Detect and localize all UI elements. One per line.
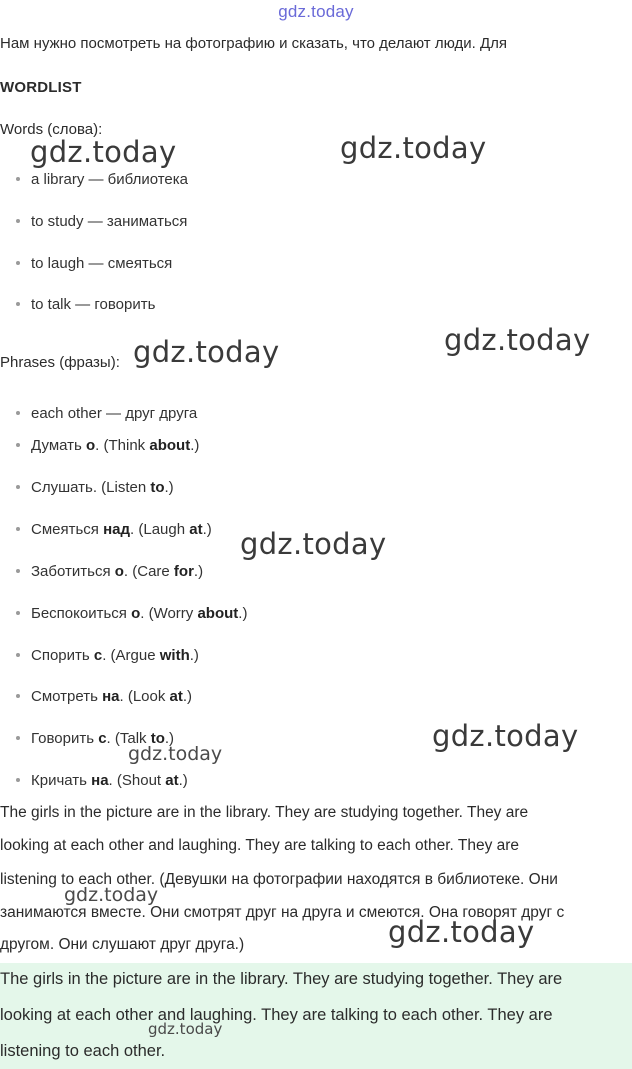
intro-text: Нам нужно посмотреть на фотографию и сказать, что делают люди. Для	[0, 35, 507, 52]
watermark: gdz.today	[388, 915, 535, 949]
phrase-item: Спорить с. (Argue with.)	[16, 647, 199, 664]
phrase-item: Смеяться над. (Laugh at.)	[16, 521, 212, 538]
bullet-icon	[16, 527, 20, 531]
word-item: a library — библиотека	[16, 171, 188, 188]
cut-off-text-line	[440, 66, 580, 70]
answer-line: listening to each other.	[0, 1042, 166, 1060]
phrase-item: Заботиться о. (Care for.)	[16, 563, 203, 580]
bullet-icon	[16, 177, 20, 181]
word-item: to laugh — смеяться	[16, 255, 172, 272]
phrase-item: Беспокоиться о. (Worry about.)	[16, 605, 247, 622]
watermark: gdz.today	[444, 323, 591, 357]
paragraph-line: занимаются вместе. Они смотрят друг на друга и смеются. Она говорят друг с	[0, 904, 565, 921]
phrase-item: Говорить с. (Talk to.)	[16, 730, 174, 747]
phrase-item: Смотреть на. (Look at.)	[16, 688, 192, 705]
answer-line: looking at each other and laughing. They are talking to each other. They are	[0, 1006, 553, 1024]
bullet-icon	[16, 411, 20, 415]
word-item: to talk — говорить	[16, 296, 155, 313]
phrases-label: Phrases (фразы):	[0, 354, 120, 371]
watermark: gdz.today	[340, 131, 487, 165]
phrase-item: Кричать на. (Shout at.)	[16, 772, 188, 789]
phrase-item: Слушать. (Listen to.)	[16, 479, 174, 496]
watermark: gdz.today	[133, 335, 280, 369]
phrase-item: Думать о. (Think about.)	[16, 437, 199, 454]
bullet-icon	[16, 302, 20, 306]
watermark: gdz.today	[30, 135, 177, 169]
watermark: gdz.today	[148, 1020, 223, 1038]
wordlist-heading: WORDLIST	[0, 79, 82, 96]
paragraph-line: The girls in the picture are in the library. They are studying together. They are	[0, 804, 529, 821]
bullet-icon	[16, 694, 20, 698]
watermark: gdz.today	[240, 527, 387, 561]
bullet-icon	[16, 443, 20, 447]
watermark: gdz.today	[64, 884, 159, 906]
bullet-icon	[16, 611, 20, 615]
watermark: gdz.today	[128, 743, 223, 765]
watermark: gdz.today	[432, 719, 579, 753]
bullet-icon	[16, 653, 20, 657]
word-item: to study — заниматься	[16, 213, 187, 230]
words-label: Words (слова):	[0, 121, 103, 138]
paragraph-line: listening to each other. (Девушки на фотографии находятся в библиотеке. Они	[0, 871, 558, 888]
bullet-icon	[16, 485, 20, 489]
bullet-icon	[16, 219, 20, 223]
bullet-icon	[16, 778, 20, 782]
bullet-icon	[16, 569, 20, 573]
top-watermark: gdz.today	[278, 2, 354, 21]
paragraph-line: looking at each other and laughing. They are talking to each other. They are	[0, 837, 520, 854]
answer-line: The girls in the picture are in the library. They are studying together. They are	[0, 970, 563, 988]
bullet-icon	[16, 261, 20, 265]
paragraph-line: другом. Они слушают друг друга.)	[0, 936, 245, 953]
phrase-item: each other — друг друга	[16, 405, 197, 422]
bullet-icon	[16, 736, 20, 740]
